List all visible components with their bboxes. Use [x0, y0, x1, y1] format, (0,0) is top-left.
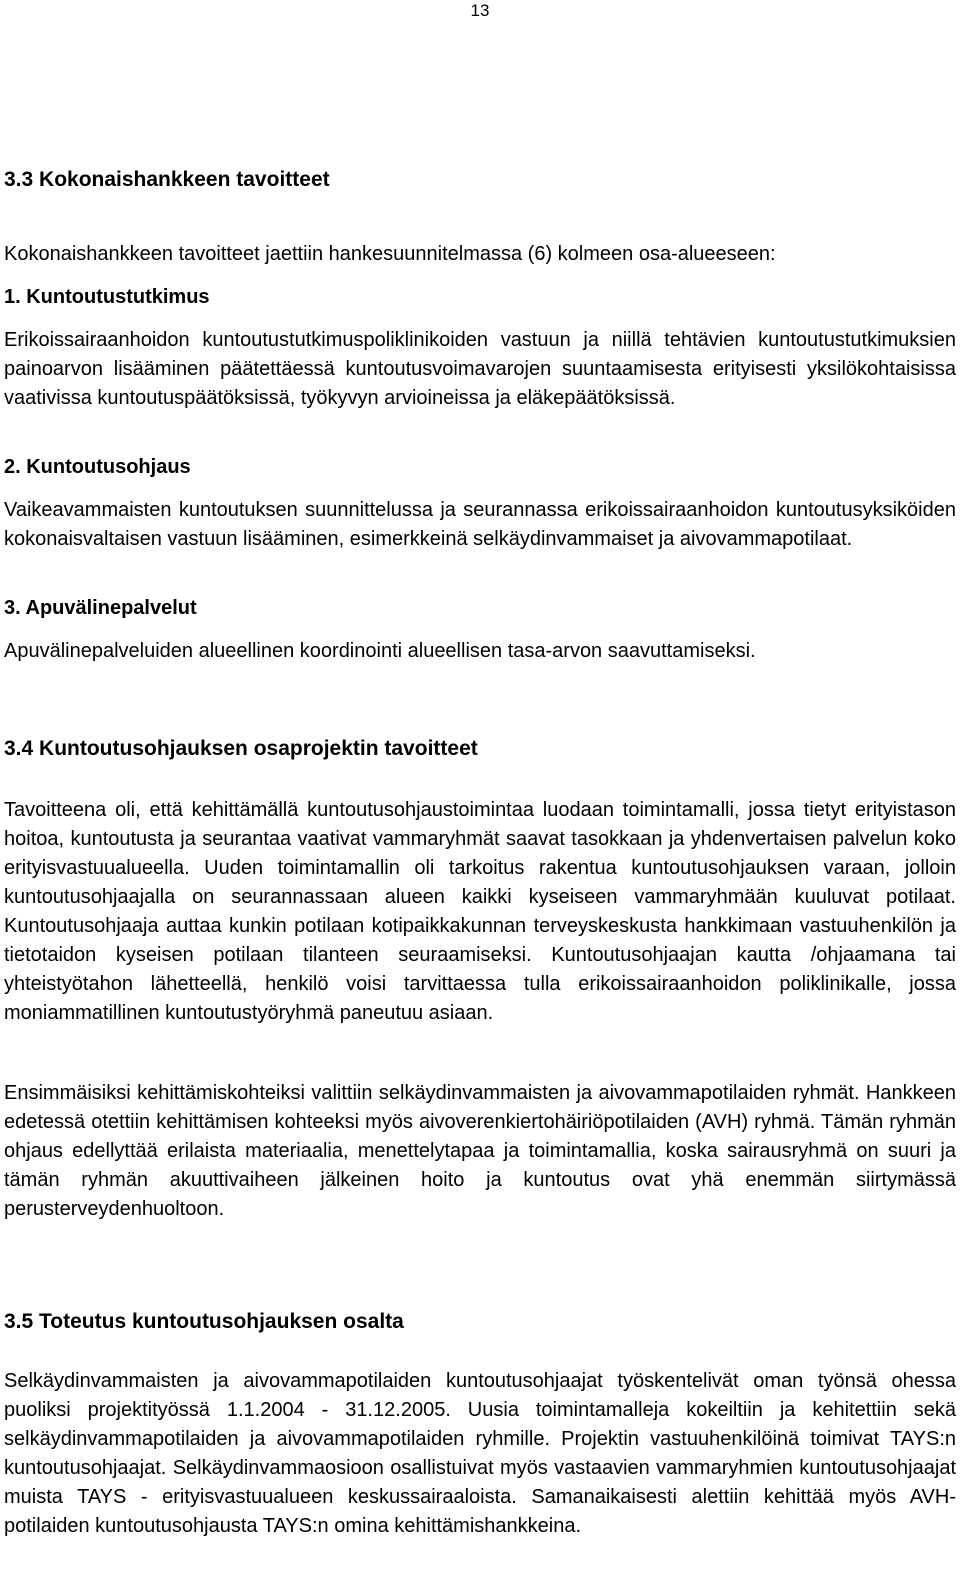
section-3-4-paragraph-1: Tavoitteena oli, että kehittämällä kuntoutusohjaustoimintaa luodaan toimintamalli, jossa tietyt erityistason hoitoa, kuntoutusta ja seurantaa vaativat vammaryhmät saavat tasokkaan ja yhdenvertaisen palvelun koko erityisvastuualueella. Uuden toimintamallin oli tarkoitus rakentua kuntoutusohjauksen varaan, jolloin kuntoutusohjaajalla on seurannassaan alueen kaikki kyseiseen vammaryhmään kuuluvat potilaat. Kuntoutusohjaaja auttaa kunkin potilaan kotipaikkakunnan terveyskeskusta hankkimaan vastuuhenkilön ja tietotaidon kyseisen potilaan tilanteen seuraamiseksi. Kuntoutusohjaajan kautta /ohjaamana tai yhteistyötahon lähetteellä, henkilö voisi tarvittaessa tulla erikoissairaanhoidon poliklinikalle, jossa moniammatillinen kuntoutustyöryhmä paneutuu asiaan. [4, 799, 956, 1024]
section-3-4-paragraph-2: Ensimmäisiksi kehittämiskohteiksi valittiin selkäydinvammaisten ja aivovammapotilaiden ryhmät. Hankkeen edetessä otettiin kehittämisen kohteeksi myös aivoverenkiertohäiriöpotilaiden (AVH) ryhmä. Tämän ryhmän ohjaus edellyttää erilaista materiaalia, menettelytapaa ja toimintamallia, koska sairausryhmä on suuri ja tämän ryhmän akuuttivaiheen jälkeinen hoito ja kuntoutus ovat yhä enemmän siirtymässä perusterveydenhuoltoon. [4, 1082, 956, 1220]
item-1-text: Erikoissairaanhoidon kuntoutustutkimuspoliklinikoiden vastuun ja niillä tehtävien kuntoutustutkimuksien painoarvon lisääminen päätettäessä kuntoutusvoimavarojen suuntaamisesta erityisesti yksilökohtaisissa vaativissa kuntoutuspäätöksissä, työkyvyn arvioineissa ja eläkepäätöksissä. [4, 329, 956, 409]
item-3-title: 3. Apuvälinepalvelut [4, 597, 197, 619]
section-3-3-intro: Kokonaishankkeen tavoitteet jaettiin hankesuunnitelmassa (6) kolmeen osa-alueeseen: [4, 243, 776, 265]
section-3-5-paragraph-1: Selkäydinvammaisten ja aivovammapotilaiden kuntoutusohjaajat työskentelivät oman työnsä ohessa puoliksi projektityössä 1.1.2004 - 31.12.2005. Uusia toimintamalleja kokeiltiin ja kehitettiin sekä selkäydinvammapotilaiden ja aivovammapotilaiden ryhmille. Projektin vastuuhenkilöinä toimivat TAYS:n kuntoutusohjaajat. Selkäydinvammaosioon osallistuivat myös vastaavien vammaryhmien kuntoutusohjaajat muista TAYS - erityisvastuualueen keskussairaaloista. Samanaikaisesti alettiin kehittää myös AVH-potilaiden kuntoutusohjausta TAYS:n omina kehittämishankkeina. [4, 1370, 956, 1537]
item-3-text: Apuvälinepalveluiden alueellinen koordinointi alueellisen tasa-arvon saavuttamiseksi. [4, 640, 756, 662]
section-3-5-heading: 3.5 Toteutus kuntoutusohjauksen osalta [4, 1310, 404, 1333]
section-3-3-heading: 3.3 Kokonaishankkeen tavoitteet [4, 168, 330, 191]
page-number: 13 [470, 1, 490, 20]
item-1-title: 1. Kuntoutustutkimus [4, 286, 210, 308]
item-2-text: Vaikeavammaisten kuntoutuksen suunnittelussa ja seurannassa erikoissairaanhoidon kuntoutusyksiköiden kokonaisvaltaisen vastuun lisääminen, esimerkkeinä selkäydinvammaiset ja aivovammapotilaat. [4, 499, 956, 550]
section-3-4-heading: 3.4 Kuntoutusohjauksen osaprojektin tavoitteet [4, 737, 478, 760]
item-2-title: 2. Kuntoutusohjaus [4, 456, 191, 478]
